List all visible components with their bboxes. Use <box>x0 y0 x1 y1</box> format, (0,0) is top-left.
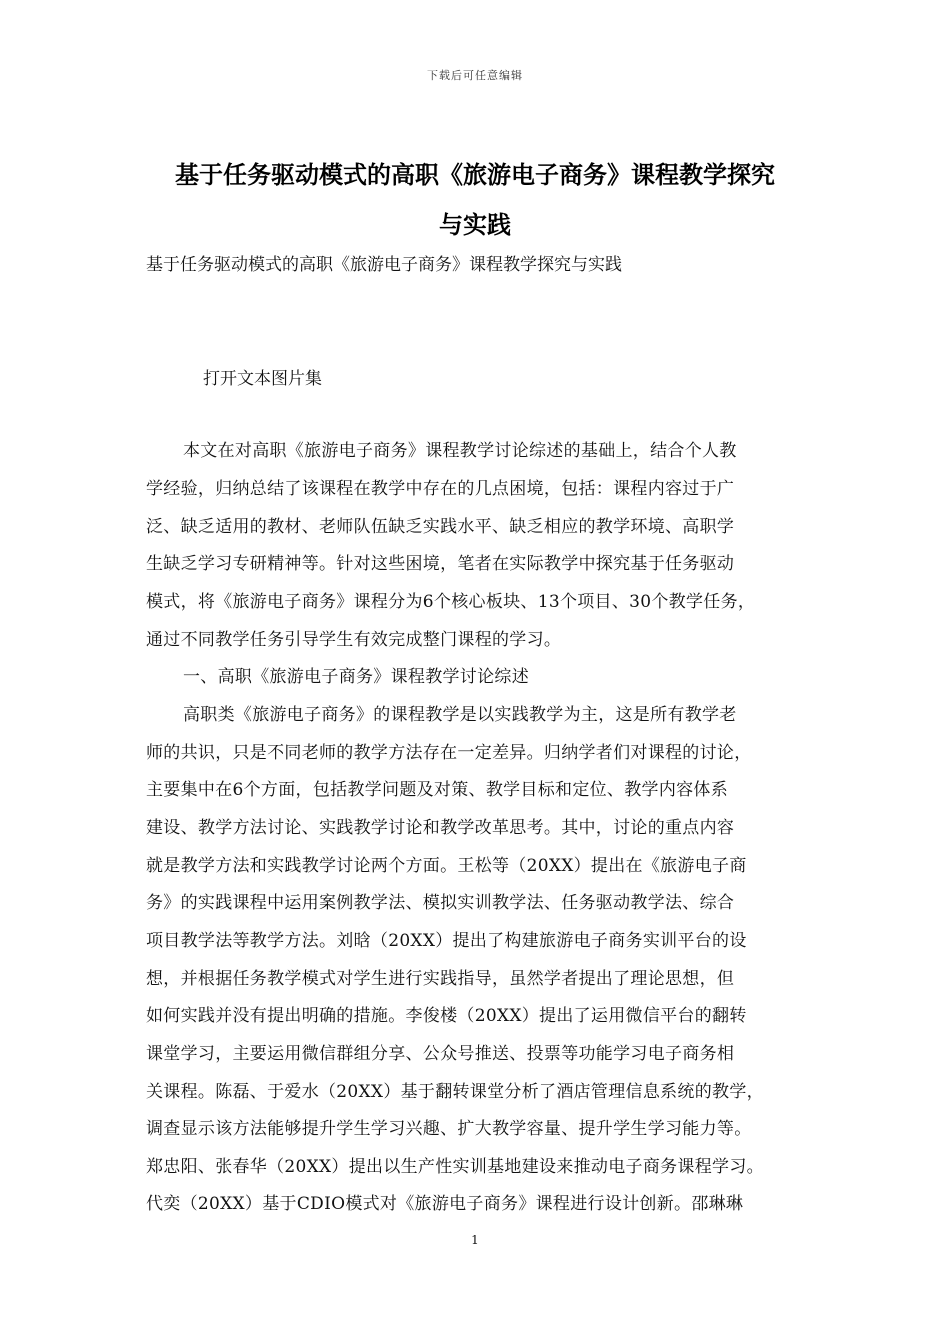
body-line: 建设、教学方法讨论、实践教学讨论和教学改革思考。其中，讨论的重点内容 <box>146 818 735 838</box>
body-line: 如何实践并没有提出明确的措施。李俊楼（20XX）提出了运用微信平台的翻转 <box>146 1006 747 1026</box>
page-number: 1 <box>471 1233 479 1247</box>
body-line: 生缺乏学习专研精神等。针对这些困境，笔者在实际教学中探究基于任务驱动 <box>146 554 735 574</box>
document-subtitle: 基于任务驱动模式的高职《旅游电子商务》课程教学探究与实践 <box>146 255 622 275</box>
body-line: 泛、缺乏适用的教材、老师队伍缺乏实践水平、缺乏相应的教学环境、高职学 <box>146 517 735 537</box>
body-line: 想，并根据任务教学模式对学生进行实践指导，虽然学者提出了理论思想，但 <box>146 969 735 989</box>
body-line: 高职类《旅游电子商务》的课程教学是以实践教学为主，这是所有教学老 <box>183 705 737 725</box>
document-title-line-1: 基于任务驱动模式的高职《旅游电子商务》课程教学探究 <box>175 161 775 189</box>
body-line: 模式，将《旅游电子商务》课程分为6个核心板块、13个项目、30个教学任务， <box>146 592 756 612</box>
document-title-line-2: 与实践 <box>439 211 511 239</box>
body-line: 关课程。陈磊、于爱水（20XX）基于翻转课堂分析了酒店管理信息系统的教学， <box>146 1082 764 1102</box>
section-heading: 一、高职《旅游电子商务》课程教学讨论综述 <box>183 667 529 687</box>
body-line: 郑忠阳、张春华（20XX）提出以生产性实训基地建设来推动电子商务课程学习。 <box>146 1157 764 1177</box>
body-line: 就是教学方法和实践教学讨论两个方面。王松等（20XX）提出在《旅游电子商 <box>146 856 747 876</box>
body-line: 项目教学法等教学方法。刘晗（20XX）提出了构建旅游电子商务实训平台的设 <box>146 931 747 951</box>
body-line: 主要集中在6个方面，包括教学问题及对策、教学目标和定位、教学内容体系 <box>146 780 729 800</box>
body-line: 本文在对高职《旅游电子商务》课程教学讨论综述的基础上，结合个人教 <box>183 441 737 461</box>
open-image-set-link[interactable]: 打开文本图片集 <box>203 369 322 389</box>
body-line: 务》的实践课程中运用案例教学法、模拟实训教学法、任务驱动教学法、综合 <box>146 893 735 913</box>
body-line: 调查显示该方法能够提升学生学习兴趣、扩大教学容量、提升学生学习能力等。 <box>146 1119 752 1139</box>
body-line: 学经验，归纳总结了该课程在教学中存在的几点困境，包括：课程内容过于广 <box>146 479 735 499</box>
page-header-note: 下载后可任意编辑 <box>427 69 523 82</box>
body-line: 师的共识，只是不同老师的教学方法存在一定差异。归纳学者们对课程的讨论， <box>146 743 752 763</box>
body-line: 代奕（20XX）基于CDIO模式对《旅游电子商务》课程进行设计创新。邵琳琳 <box>146 1194 744 1214</box>
body-line: 课堂学习，主要运用微信群组分享、公众号推送、投票等功能学习电子商务相 <box>146 1044 735 1064</box>
body-line: 通过不同教学任务引导学生有效完成整门课程的学习。 <box>146 630 562 650</box>
